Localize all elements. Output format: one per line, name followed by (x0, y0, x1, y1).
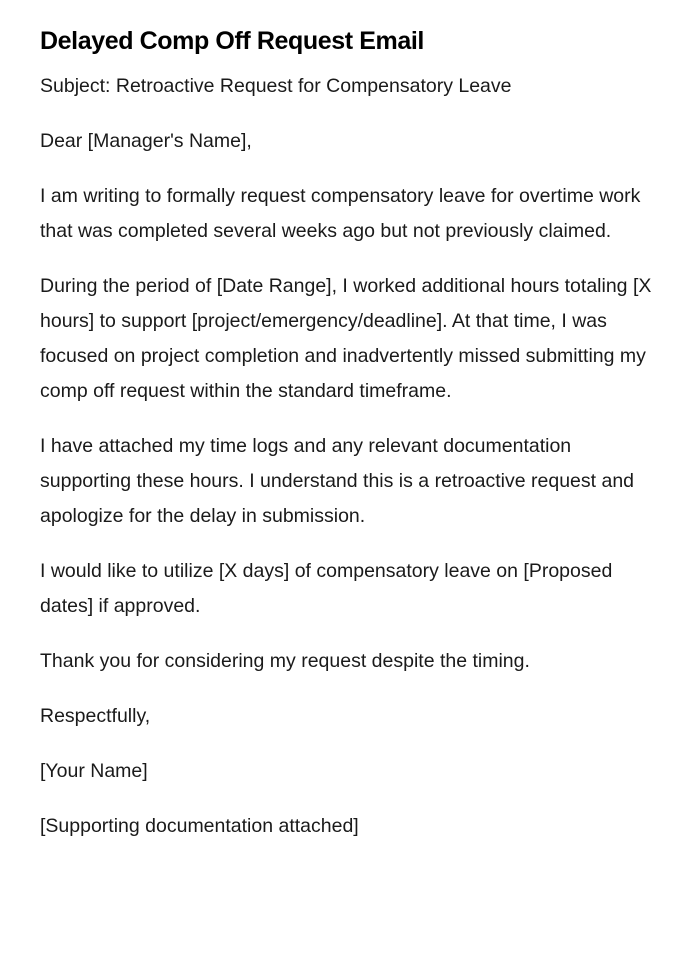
email-signature: [Your Name] (40, 760, 148, 782)
body-paragraph-intro: I am writing to formally request compensatory leave for overtime work that was completed several weeks ago but not previously claimed. (40, 185, 641, 242)
body-paragraph-request: I would like to utilize [X days] of compensatory leave on [Proposed dates] if approved. (40, 560, 613, 617)
email-greeting: Dear [Manager's Name], (40, 130, 252, 152)
email-closing: Respectfully, (40, 705, 151, 727)
email-subject: Subject: Retroactive Request for Compensatory Leave (40, 75, 512, 97)
body-paragraph-documentation: I have attached my time logs and any relevant documentation supporting these hours. I understand this is a retroactive request and apologize for the delay in submission. (40, 435, 635, 527)
body-paragraph-details: During the period of [Date Range], I worked additional hours totaling [X hours] to support [project/emergency/deadline]. At that time, I was focused on project completion and inadvertently missed submitting my comp off request within the standard timeframe. (40, 275, 652, 402)
body-paragraph-thanks: Thank you for considering my request despite the timing. (40, 650, 530, 672)
document-title: Delayed Comp Off Request Email (40, 27, 424, 55)
attachment-note: [Supporting documentation attached] (40, 815, 359, 837)
